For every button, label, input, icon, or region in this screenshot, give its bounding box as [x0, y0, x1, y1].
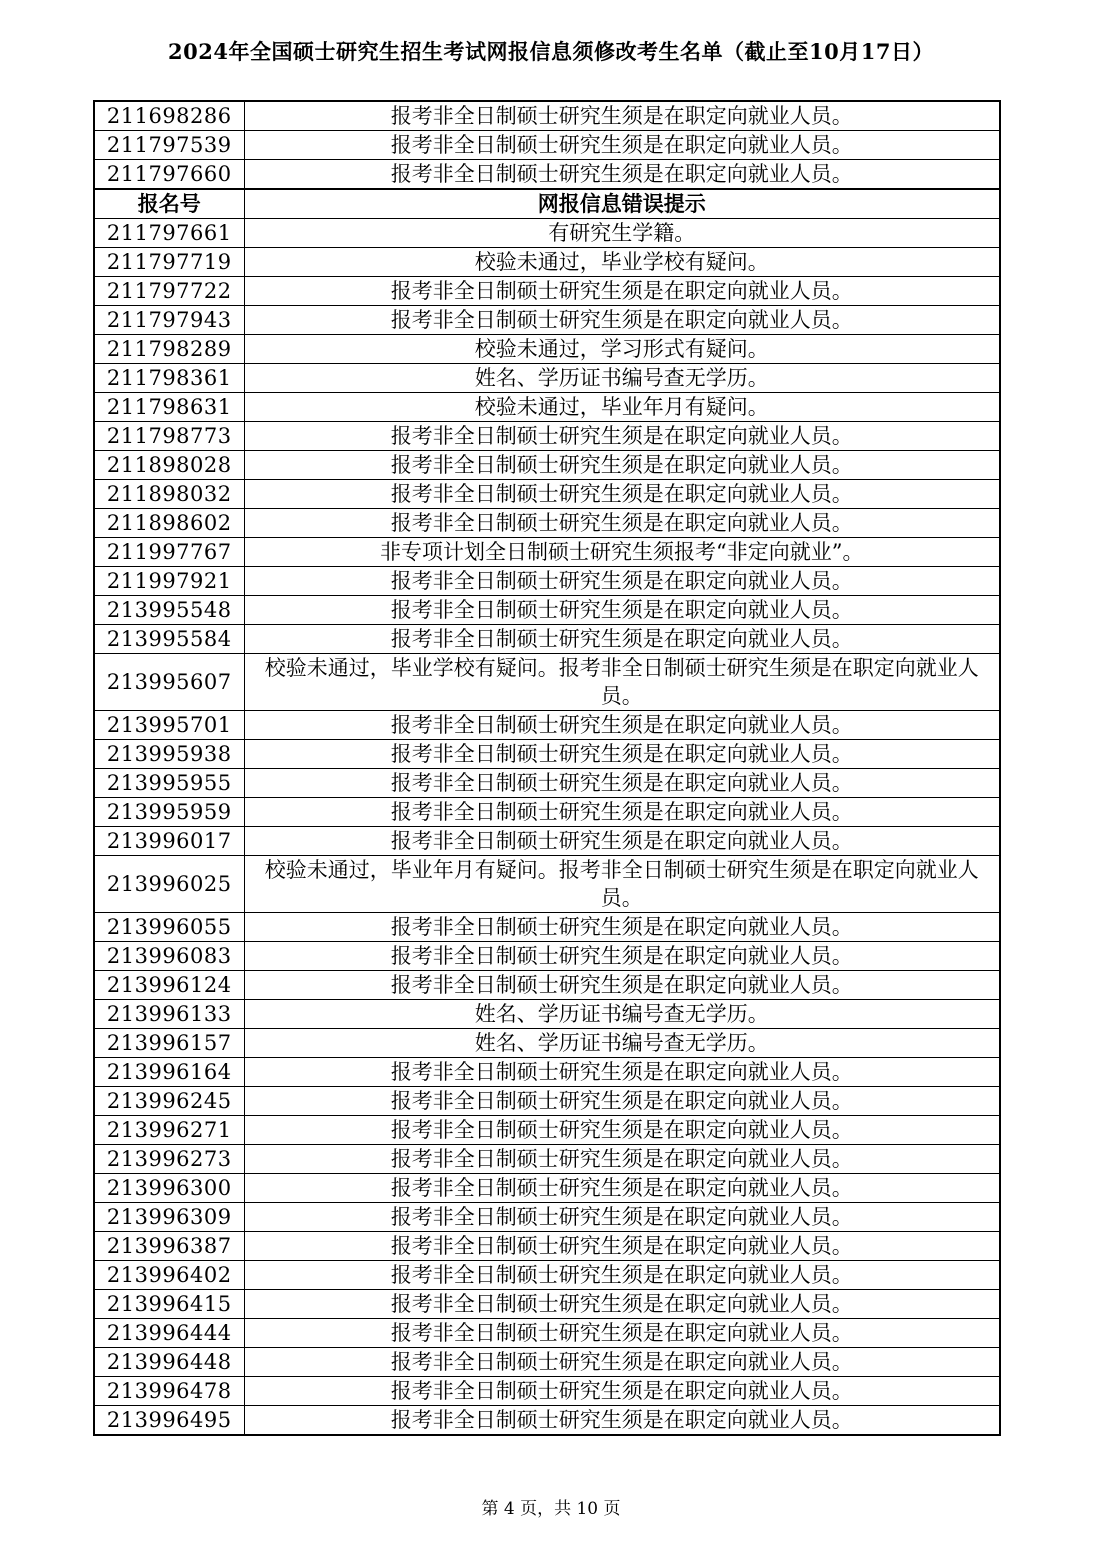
table-row	[94, 1174, 1000, 1203]
error-message: 报考非全日制硕士研究生须是在职定向就业人员。	[244, 1348, 1000, 1377]
error-message: 报考非全日制硕士研究生须是在职定向就业人员。	[244, 798, 1000, 827]
error-message: 姓名、学历证书编号查无学历。	[244, 1000, 1000, 1029]
registration-number: 213995584	[94, 625, 244, 654]
error-message: 校验未通过，毕业年月有疑问。报考非全日制硕士研究生须是在职定向就业人员。	[244, 856, 1000, 913]
error-message: 报考非全日制硕士研究生须是在职定向就业人员。	[244, 131, 1000, 160]
table-row	[94, 654, 1000, 711]
table-row	[94, 798, 1000, 827]
error-message: 报考非全日制硕士研究生须是在职定向就业人员。	[244, 827, 1000, 856]
table-body	[94, 219, 1000, 1436]
table-header	[94, 189, 1000, 219]
registration-number: 211798361	[94, 364, 244, 393]
error-message: 报考非全日制硕士研究生须是在职定向就业人员。	[244, 451, 1000, 480]
error-message: 姓名、学历证书编号查无学历。	[244, 364, 1000, 393]
error-message: 报考非全日制硕士研究生须是在职定向就业人员。	[244, 711, 1000, 740]
registration-number: 213995607	[94, 654, 244, 711]
table-row	[94, 1290, 1000, 1319]
table-row	[94, 160, 1000, 190]
table-row	[94, 277, 1000, 306]
table-row	[94, 567, 1000, 596]
error-message: 有研究生学籍。	[244, 219, 1000, 248]
table-row	[94, 451, 1000, 480]
error-message: 报考非全日制硕士研究生须是在职定向就业人员。	[244, 1116, 1000, 1145]
table-row	[94, 131, 1000, 160]
table-row	[94, 1348, 1000, 1377]
registration-number: 211797660	[94, 160, 244, 190]
header-id: 报名号	[94, 189, 244, 219]
registration-number: 213996300	[94, 1174, 244, 1203]
error-message: 报考非全日制硕士研究生须是在职定向就业人员。	[244, 942, 1000, 971]
registration-number: 213995955	[94, 769, 244, 798]
registration-number: 211797539	[94, 131, 244, 160]
table-row	[94, 1029, 1000, 1058]
table-row	[94, 625, 1000, 654]
registration-number: 213996164	[94, 1058, 244, 1087]
registration-number: 213996124	[94, 971, 244, 1000]
table-row	[94, 971, 1000, 1000]
table-row	[94, 1232, 1000, 1261]
table-row	[94, 1058, 1000, 1087]
registration-number: 213995548	[94, 596, 244, 625]
table-row	[94, 335, 1000, 364]
table-row	[94, 364, 1000, 393]
error-message: 报考非全日制硕士研究生须是在职定向就业人员。	[244, 1058, 1000, 1087]
registration-number: 211898032	[94, 480, 244, 509]
registration-number: 213996478	[94, 1377, 244, 1406]
registration-number: 213996448	[94, 1348, 244, 1377]
registration-number: 213996444	[94, 1319, 244, 1348]
registration-number: 213996415	[94, 1290, 244, 1319]
error-message: 报考非全日制硕士研究生须是在职定向就业人员。	[244, 1087, 1000, 1116]
error-message: 姓名、学历证书编号查无学历。	[244, 1029, 1000, 1058]
error-message: 报考非全日制硕士研究生须是在职定向就业人员。	[244, 306, 1000, 335]
table-row	[94, 306, 1000, 335]
error-message: 报考非全日制硕士研究生须是在职定向就业人员。	[244, 1406, 1000, 1436]
table-row	[94, 480, 1000, 509]
header-msg: 网报信息错误提示	[244, 189, 1000, 219]
table-row	[94, 509, 1000, 538]
registration-number: 211997921	[94, 567, 244, 596]
table-row	[94, 856, 1000, 913]
registration-number: 211898602	[94, 509, 244, 538]
error-message: 报考非全日制硕士研究生须是在职定向就业人员。	[244, 1203, 1000, 1232]
registration-number: 213996133	[94, 1000, 244, 1029]
error-message: 报考非全日制硕士研究生须是在职定向就业人员。	[244, 971, 1000, 1000]
error-message: 报考非全日制硕士研究生须是在职定向就业人员。	[244, 160, 1000, 190]
table-row	[94, 596, 1000, 625]
error-message: 报考非全日制硕士研究生须是在职定向就业人员。	[244, 596, 1000, 625]
table-row	[94, 219, 1000, 248]
page-title: 2024年全国硕士研究生招生考试网报信息须修改考生名单（截止至10月17日）	[168, 39, 934, 64]
registration-number: 213995701	[94, 711, 244, 740]
registration-number: 213996402	[94, 1261, 244, 1290]
error-message: 非专项计划全日制硕士研究生须报考“非定向就业”。	[244, 538, 1000, 567]
table-row	[94, 101, 1000, 131]
registration-number: 213996495	[94, 1406, 244, 1436]
error-message: 报考非全日制硕士研究生须是在职定向就业人员。	[244, 1290, 1000, 1319]
error-message: 报考非全日制硕士研究生须是在职定向就业人员。	[244, 769, 1000, 798]
table-row	[94, 913, 1000, 942]
error-message: 报考非全日制硕士研究生须是在职定向就业人员。	[244, 567, 1000, 596]
registration-number: 213996055	[94, 913, 244, 942]
error-message: 报考非全日制硕士研究生须是在职定向就业人员。	[244, 480, 1000, 509]
error-message: 报考非全日制硕士研究生须是在职定向就业人员。	[244, 509, 1000, 538]
error-message: 报考非全日制硕士研究生须是在职定向就业人员。	[244, 1174, 1000, 1203]
registration-number: 213996309	[94, 1203, 244, 1232]
table-row	[94, 248, 1000, 277]
registration-number: 211798773	[94, 422, 244, 451]
table-row	[94, 1377, 1000, 1406]
table-row	[94, 538, 1000, 567]
error-message: 校验未通过，学习形式有疑问。	[244, 335, 1000, 364]
error-message: 报考非全日制硕士研究生须是在职定向就业人员。	[244, 740, 1000, 769]
error-message: 报考非全日制硕士研究生须是在职定向就业人员。	[244, 913, 1000, 942]
registration-number: 211797719	[94, 248, 244, 277]
registration-number: 211797661	[94, 219, 244, 248]
table-row	[94, 711, 1000, 740]
page-footer: 第 4 页，共 10 页	[481, 1499, 621, 1519]
registration-number: 211997767	[94, 538, 244, 567]
error-message: 报考非全日制硕士研究生须是在职定向就业人员。	[244, 1232, 1000, 1261]
table-row	[94, 942, 1000, 971]
table-row	[94, 1203, 1000, 1232]
table-row	[94, 1261, 1000, 1290]
candidate-table	[93, 100, 1001, 1436]
error-message: 报考非全日制硕士研究生须是在职定向就业人员。	[244, 1377, 1000, 1406]
table-row	[94, 1145, 1000, 1174]
error-message: 报考非全日制硕士研究生须是在职定向就业人员。	[244, 277, 1000, 306]
registration-number: 213996025	[94, 856, 244, 913]
table-row	[94, 1116, 1000, 1145]
error-message: 报考非全日制硕士研究生须是在职定向就业人员。	[244, 625, 1000, 654]
table-row	[94, 1406, 1000, 1436]
registration-number: 213995959	[94, 798, 244, 827]
error-message: 校验未通过，毕业学校有疑问。	[244, 248, 1000, 277]
registration-number: 213996157	[94, 1029, 244, 1058]
table-row	[94, 1087, 1000, 1116]
registration-number: 213995938	[94, 740, 244, 769]
registration-number: 213996083	[94, 942, 244, 971]
registration-number: 211797722	[94, 277, 244, 306]
header-row	[94, 189, 1000, 219]
error-message: 报考非全日制硕士研究生须是在职定向就业人员。	[244, 1261, 1000, 1290]
error-message: 报考非全日制硕士研究生须是在职定向就业人员。	[244, 1145, 1000, 1174]
error-message: 校验未通过，毕业年月有疑问。	[244, 393, 1000, 422]
table-row	[94, 1000, 1000, 1029]
error-message: 报考非全日制硕士研究生须是在职定向就业人员。	[244, 101, 1000, 131]
table-row	[94, 740, 1000, 769]
registration-number: 213996017	[94, 827, 244, 856]
error-message: 报考非全日制硕士研究生须是在职定向就业人员。	[244, 422, 1000, 451]
table-row	[94, 393, 1000, 422]
error-message: 校验未通过，毕业学校有疑问。报考非全日制硕士研究生须是在职定向就业人员。	[244, 654, 1000, 711]
registration-number: 213996387	[94, 1232, 244, 1261]
registration-number: 211898028	[94, 451, 244, 480]
registration-number: 211798289	[94, 335, 244, 364]
registration-number: 213996245	[94, 1087, 244, 1116]
registration-number: 211698286	[94, 101, 244, 131]
table-row	[94, 827, 1000, 856]
registration-number: 211797943	[94, 306, 244, 335]
registration-number: 213996271	[94, 1116, 244, 1145]
registration-number: 211798631	[94, 393, 244, 422]
error-message: 报考非全日制硕士研究生须是在职定向就业人员。	[244, 1319, 1000, 1348]
table-row	[94, 1319, 1000, 1348]
table-row	[94, 769, 1000, 798]
table-row	[94, 422, 1000, 451]
pre-header-rows	[94, 101, 1000, 189]
registration-number: 213996273	[94, 1145, 244, 1174]
